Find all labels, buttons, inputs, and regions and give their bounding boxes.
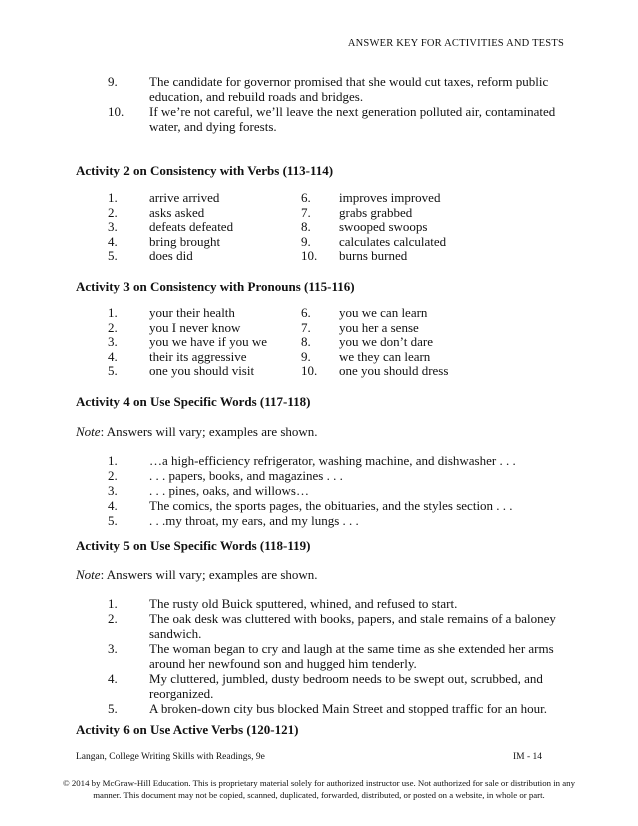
item-number: 10.	[301, 363, 318, 379]
item-text: you her a sense	[339, 319, 419, 335]
item-text: calculates calculated	[339, 233, 447, 249]
list-item	[108, 321, 301, 336]
item-text-line: . . . pines, oaks, and willows…	[149, 483, 309, 498]
item-number: 4.	[108, 348, 118, 364]
list-item	[301, 249, 446, 264]
item-number: 2.	[108, 611, 118, 626]
item-number: 3.	[108, 334, 118, 350]
list-item	[108, 306, 301, 321]
item-number: 1.	[108, 190, 118, 205]
item-text: asks asked	[149, 204, 205, 220]
list-item	[301, 306, 448, 321]
item-number: 7.	[301, 319, 311, 335]
item-number: 1.	[108, 596, 118, 611]
item-number: 5.	[108, 513, 118, 528]
list-item	[301, 335, 448, 350]
list-item	[108, 104, 555, 134]
item-number: 4.	[108, 498, 118, 513]
activity5-heading: Activity 5 on Use Specific Words (118-119)	[76, 538, 311, 553]
activity5-note	[76, 567, 318, 583]
activity3-heading: Activity 3 on Consistency with Pronouns (115-116)	[76, 279, 355, 294]
item-number: 4.	[108, 233, 118, 249]
item-text: you I never know	[149, 319, 241, 335]
item-number: 8.	[301, 219, 311, 235]
item-text-line: water, and dying forests.	[149, 119, 277, 134]
activity4-heading: Activity 4 on Use Specific Words (117-118)	[76, 394, 311, 409]
note-label: Note	[76, 567, 101, 582]
item-number: 5.	[108, 248, 118, 264]
item-text: we they can learn	[339, 348, 431, 364]
activity4-note	[76, 424, 318, 440]
list-item	[108, 335, 301, 350]
item-text-line: sandwich.	[149, 626, 202, 641]
list-item	[108, 235, 301, 250]
item-text: one you should visit	[149, 363, 255, 379]
list-item	[301, 321, 448, 336]
list-item	[108, 364, 301, 379]
list-item	[108, 350, 301, 365]
item-number: 9.	[301, 348, 311, 364]
list-item	[108, 220, 301, 235]
item-number: 3.	[108, 219, 118, 235]
list-item	[108, 453, 516, 468]
item-number: 2.	[108, 204, 118, 220]
item-number: 2.	[108, 468, 118, 483]
list-item	[108, 249, 301, 264]
item-text-line: The candidate for governor promised that she would cut taxes, reform public	[149, 74, 549, 89]
activity2-heading: Activity 2 on Consistency with Verbs (113-114)	[76, 163, 334, 178]
item-text-line: The oak desk was cluttered with books, papers, and stale remains of a baloney	[149, 611, 556, 626]
item-text: defeats defeated	[149, 219, 234, 235]
top-items-list	[108, 74, 555, 134]
item-text-line: A broken-down city bus blocked Main Street and stopped traffic for an hour.	[149, 701, 547, 716]
item-text: one you should dress	[339, 363, 449, 379]
list-item	[301, 235, 446, 250]
item-number: 2.	[108, 319, 118, 335]
left-column	[108, 306, 301, 379]
item-number: 3.	[108, 483, 118, 498]
list-item	[108, 611, 556, 641]
item-number: 7.	[301, 204, 311, 220]
item-text: you we can learn	[339, 305, 428, 320]
list-item	[108, 498, 516, 513]
item-text: their its aggressive	[149, 348, 247, 364]
list-item	[301, 220, 446, 235]
item-number: 4.	[108, 671, 118, 686]
item-number: 9.	[301, 233, 311, 249]
activity6-heading: Activity 6 on Use Active Verbs (120-121)	[76, 722, 299, 737]
item-number: 1.	[108, 305, 118, 320]
page-number: IM - 14	[512, 752, 542, 762]
list-item	[301, 364, 448, 379]
item-text: your their health	[149, 305, 235, 320]
activity5-list	[108, 596, 556, 716]
item-number: 1.	[108, 453, 118, 468]
list-item	[108, 483, 516, 498]
item-text-line: around her newfound son and hugged him tenderly.	[149, 656, 417, 671]
note-text: : Answers will vary; examples are shown.	[100, 567, 318, 582]
item-number: 5.	[108, 701, 118, 716]
page-header: ANSWER KEY FOR ACTIVITIES AND TESTS	[347, 38, 564, 49]
list-item	[108, 701, 556, 716]
note-text: : Answers will vary; examples are shown.	[100, 424, 318, 439]
item-number: 6.	[301, 190, 311, 205]
note-label: Note	[76, 424, 101, 439]
item-text: bring brought	[149, 233, 221, 249]
item-text: arrive arrived	[149, 190, 220, 205]
item-number: 6.	[301, 305, 311, 320]
item-text: does did	[149, 248, 193, 264]
list-item	[108, 468, 516, 483]
item-text-line: My cluttered, jumbled, dusty bedroom needs to be swept out, scrubbed, and	[149, 671, 543, 686]
list-item	[108, 513, 516, 528]
list-item	[108, 191, 301, 206]
item-number: 10.	[108, 104, 125, 119]
list-item	[108, 74, 555, 104]
copyright-line: © 2014 by McGraw-Hill Education. This is proprietary material solely for authorized instructor use. Not authorized for sale or distribution in any	[63, 778, 575, 788]
item-number: 9.	[108, 74, 118, 89]
item-text-line: The rusty old Buick sputtered, whined, and refused to start.	[149, 596, 458, 611]
copyright-notice	[58, 778, 580, 801]
item-text: burns burned	[339, 248, 408, 264]
item-text: improves improved	[339, 190, 441, 205]
item-text: swooped swoops	[339, 219, 428, 235]
list-item	[301, 350, 448, 365]
item-text: grabs grabbed	[339, 204, 413, 220]
item-text-line: The woman began to cry and laugh at the same time as she extended her arms	[149, 641, 554, 656]
right-column	[301, 191, 446, 264]
item-text-line: . . .my throat, my ears, and my lungs . . .	[149, 513, 359, 528]
list-item	[108, 671, 556, 701]
right-column	[301, 306, 448, 379]
activity4-list	[108, 453, 516, 528]
left-column	[108, 191, 301, 264]
list-item	[301, 191, 446, 206]
list-item	[108, 206, 301, 221]
item-text-line: If we’re not careful, we’ll leave the next generation polluted air, contaminated	[149, 104, 556, 119]
footer-source: Langan, College Writing Skills with Readings, 9e	[76, 752, 265, 762]
list-item	[301, 206, 446, 221]
activity3-columns	[108, 306, 448, 379]
copyright-line: manner. This document may not be copied, scanned, duplicated, forwarded, distributed, or posted on a website, in whole or part.	[93, 789, 545, 800]
list-item	[108, 641, 556, 671]
item-text: you we have if you we	[149, 334, 268, 350]
activity2-columns	[108, 191, 446, 264]
item-text-line: …a high-efficiency refrigerator, washing machine, and dishwasher . . .	[149, 453, 516, 468]
item-number: 5.	[108, 363, 118, 379]
item-text-line: reorganized.	[149, 686, 214, 701]
list-item	[108, 596, 556, 611]
item-number: 10.	[301, 248, 318, 264]
item-text-line: The comics, the sports pages, the obituaries, and the styles section . . .	[149, 498, 513, 513]
item-number: 8.	[301, 334, 311, 350]
item-text: you we don’t dare	[339, 334, 433, 350]
item-text-line: . . . papers, books, and magazines . . .	[149, 468, 343, 483]
item-number: 3.	[108, 641, 118, 656]
item-text-line: education, and rebuild roads and bridges.	[149, 89, 364, 104]
